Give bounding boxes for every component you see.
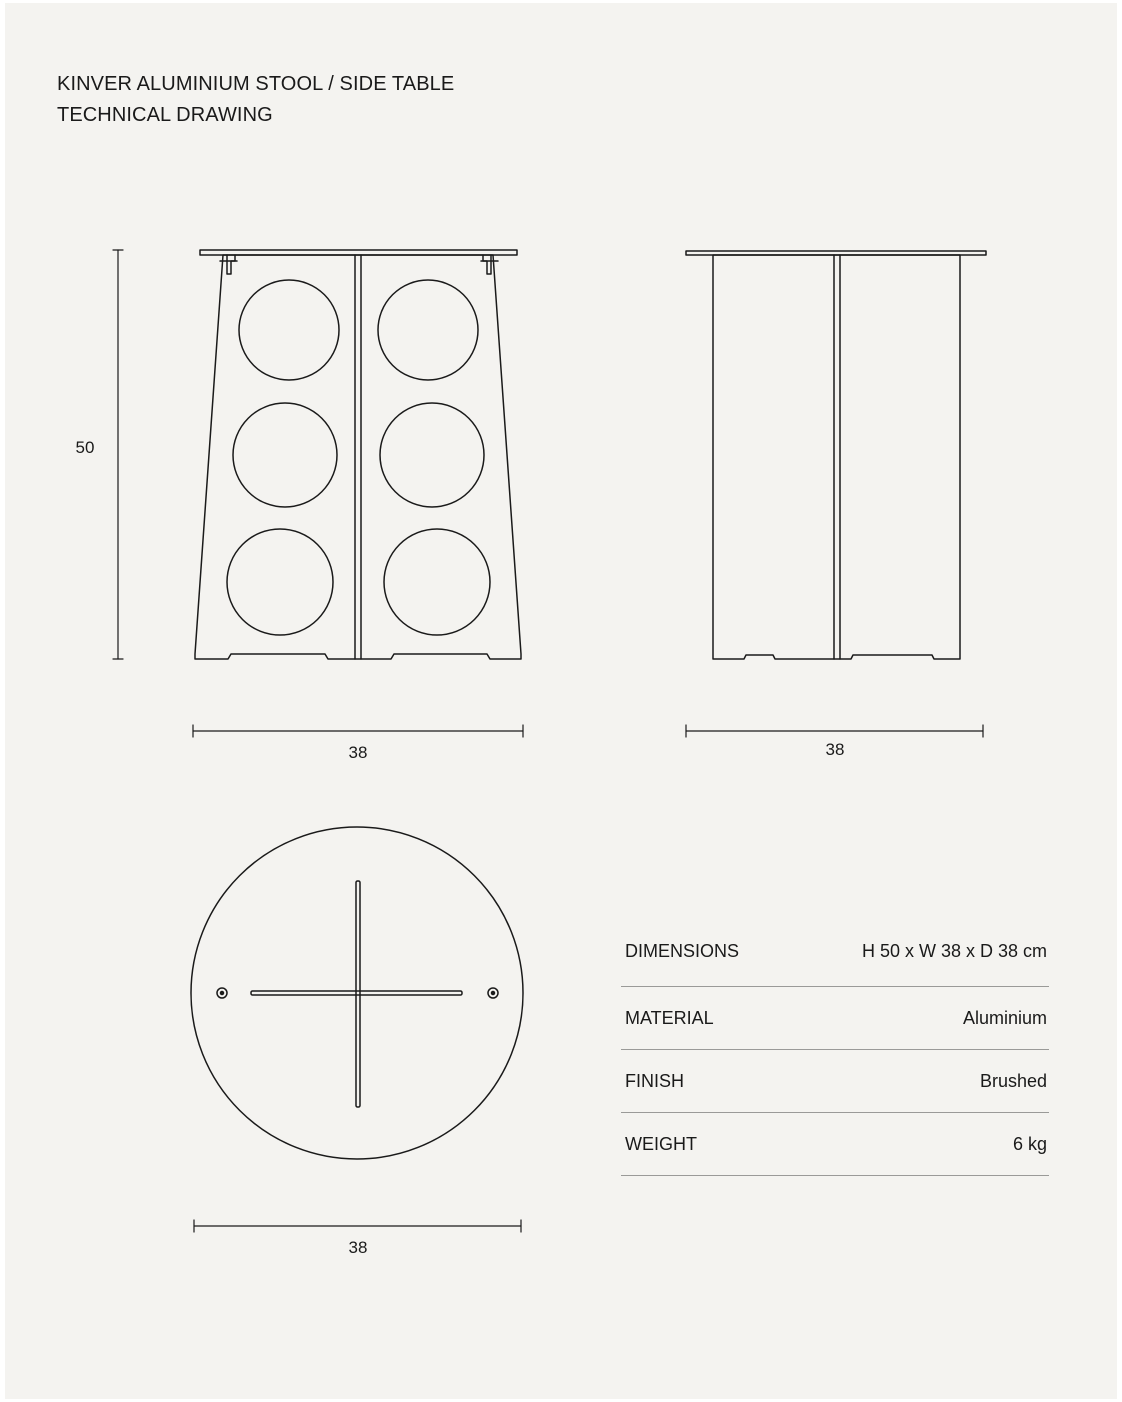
cross-slot-vertical: [356, 881, 360, 1107]
cutout-circle: [227, 529, 333, 635]
spec-value: H 50 x W 38 x D 38 cm: [861, 941, 1047, 961]
title-line-subtitle: TECHNICAL DRAWING: [57, 104, 273, 126]
front-view: [195, 250, 521, 659]
spec-row-finish: [621, 1050, 1049, 1113]
spec-value: Brushed: [979, 1070, 1047, 1091]
side-width-dimension-line: [686, 725, 983, 737]
title-line-product: KINVER ALUMINIUM STOOL / SIDE TABLE: [57, 73, 455, 95]
screw-hole: [492, 992, 495, 995]
height-dimension-label: 50: [75, 438, 95, 457]
spec-label: FINISH: [625, 1070, 685, 1091]
cutout-circle: [380, 403, 484, 507]
spec-row-material: [621, 987, 1049, 1050]
front-right-panel: [361, 255, 521, 659]
diameter-dimension-line: [194, 1220, 521, 1232]
front-center-slot: [355, 255, 361, 659]
front-fixing-tabs: [220, 255, 498, 274]
side-width-dimension-label: 38: [825, 740, 845, 759]
spec-label: MATERIAL: [625, 1007, 714, 1028]
specifications-table: [621, 917, 1049, 1176]
cutout-circle: [378, 280, 478, 380]
technical-drawing: [5, 3, 1117, 1399]
cutout-circle: [239, 280, 339, 380]
spec-row-dimensions: [621, 917, 1049, 987]
screw-hole: [221, 992, 224, 995]
diameter-dimension-label: 38: [348, 1238, 368, 1257]
spec-value: 6 kg: [1012, 1133, 1047, 1154]
top-plate-outline: [191, 827, 523, 1159]
front-width-dimension-line: [193, 725, 523, 737]
cutout-circle: [233, 403, 337, 507]
top-view: [191, 827, 523, 1159]
spec-value: Aluminium: [962, 1007, 1047, 1028]
side-right-panel: [840, 255, 960, 659]
height-dimension-line: [113, 250, 123, 659]
side-view: [686, 251, 986, 659]
spec-label: WEIGHT: [625, 1133, 697, 1154]
spec-row-weight: [621, 1113, 1049, 1176]
side-left-panel: [713, 255, 834, 659]
spec-label: DIMENSIONS: [625, 941, 740, 961]
front-width-dimension-label: 38: [348, 743, 368, 762]
cutout-circle: [384, 529, 490, 635]
drawing-sheet: [5, 3, 1117, 1399]
side-center-slot: [834, 255, 840, 659]
